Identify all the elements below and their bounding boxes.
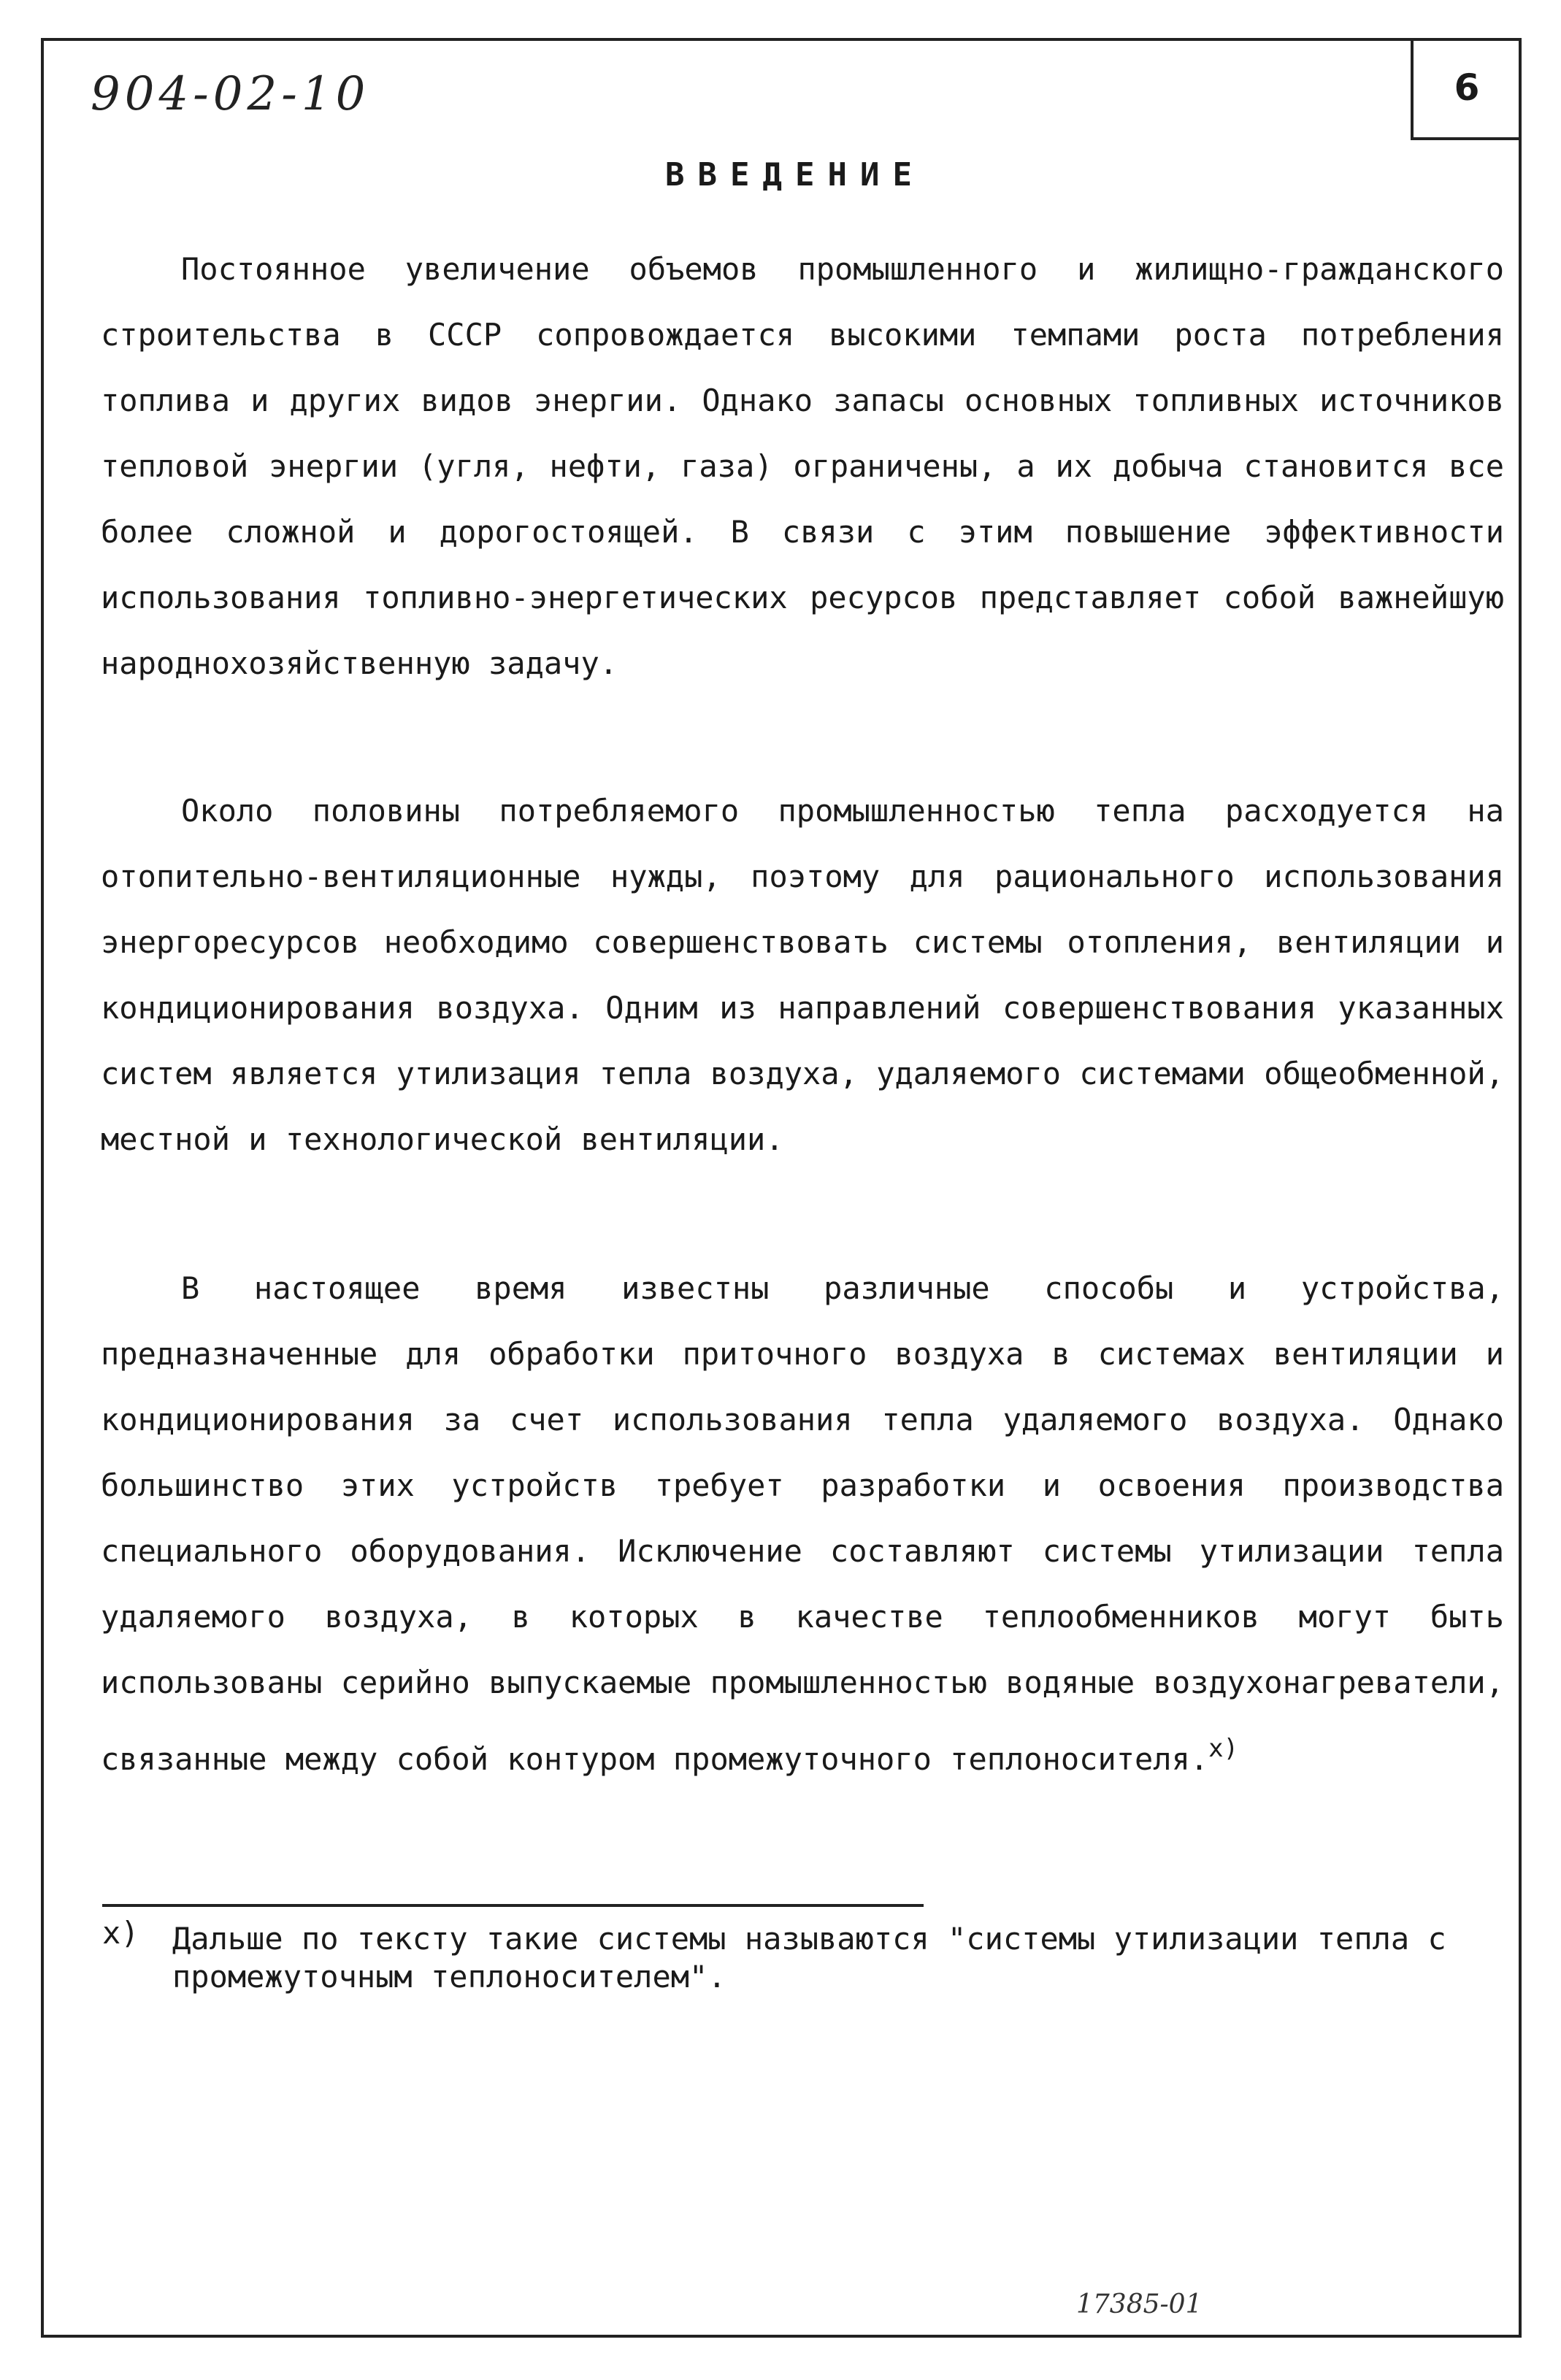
footnote-mark: x): [102, 1915, 139, 1951]
inventory-stamp: 17385-01: [1076, 2289, 1203, 2319]
section-title: ВВЕДЕНИЕ: [665, 156, 925, 193]
footnote-reference: x): [1208, 1734, 1239, 1763]
paragraph-3-text: В настоящее время известны различные способы и устройства, предназначенные для обработки приточного воздуха в системах вентиляции и кондиционирования за счет использования тепла удаляемого воздуха. Однако большинство этих устройств требует разработки и освоения производства специального оборудования. Исключение составляют системы утилизации тепла удаляемого воздуха, в которых в качестве теплообменников могут быть использованы серийно выпускаемые промышленностью водяные воздухонагреватели, связанные между собой контуром промежуточного теплоносителя.: [101, 1270, 1504, 1777]
footnote: [102, 1915, 1489, 1996]
page-number: 6: [1454, 66, 1480, 109]
paragraph-text: Около половины потребляемого промышленностью тепла расходуется на отопительно-вентиляционные нужды, поэтому для рационального использования энергоресурсов необходимо совершенствовать системы отопления, вентиляции и кондиционирования воздуха. Одним из направлений совершенствования указанных систем является утилизация тепла воздуха, удаляемого системами общеобменной, местной и технологической вентиляции.: [101, 793, 1504, 1157]
footnote-text: Дальше по тексту такие системы называются "системы утилизации тепла с промежуточным теплоносителем".: [172, 1921, 1446, 1995]
page-number-box: [1411, 38, 1520, 140]
document-code: 904-02-10: [91, 67, 370, 121]
paragraph-1: [101, 237, 1504, 696]
paragraph-3: [101, 1256, 1504, 1792]
paragraph-text: [101, 1256, 1504, 1792]
paragraph-text: Постоянное увеличение объемов промышленного и жилищно-гражданского строительства в СССР сопровождается высокими темпами роста потребления топлива и других видов энергии. Однако запасы основных топливных источников тепловой энергии (угля, нефти, газа) ограничены, а их добыча становится все более сложной и дорогостоящей. В связи с этим повышение эффективности использования топливно-энергетических ресурсов представляет собой важнейшую народнохозяйственную задачу.: [101, 251, 1504, 681]
paragraph-2: [101, 778, 1504, 1172]
footnote-separator: [102, 1904, 924, 1907]
